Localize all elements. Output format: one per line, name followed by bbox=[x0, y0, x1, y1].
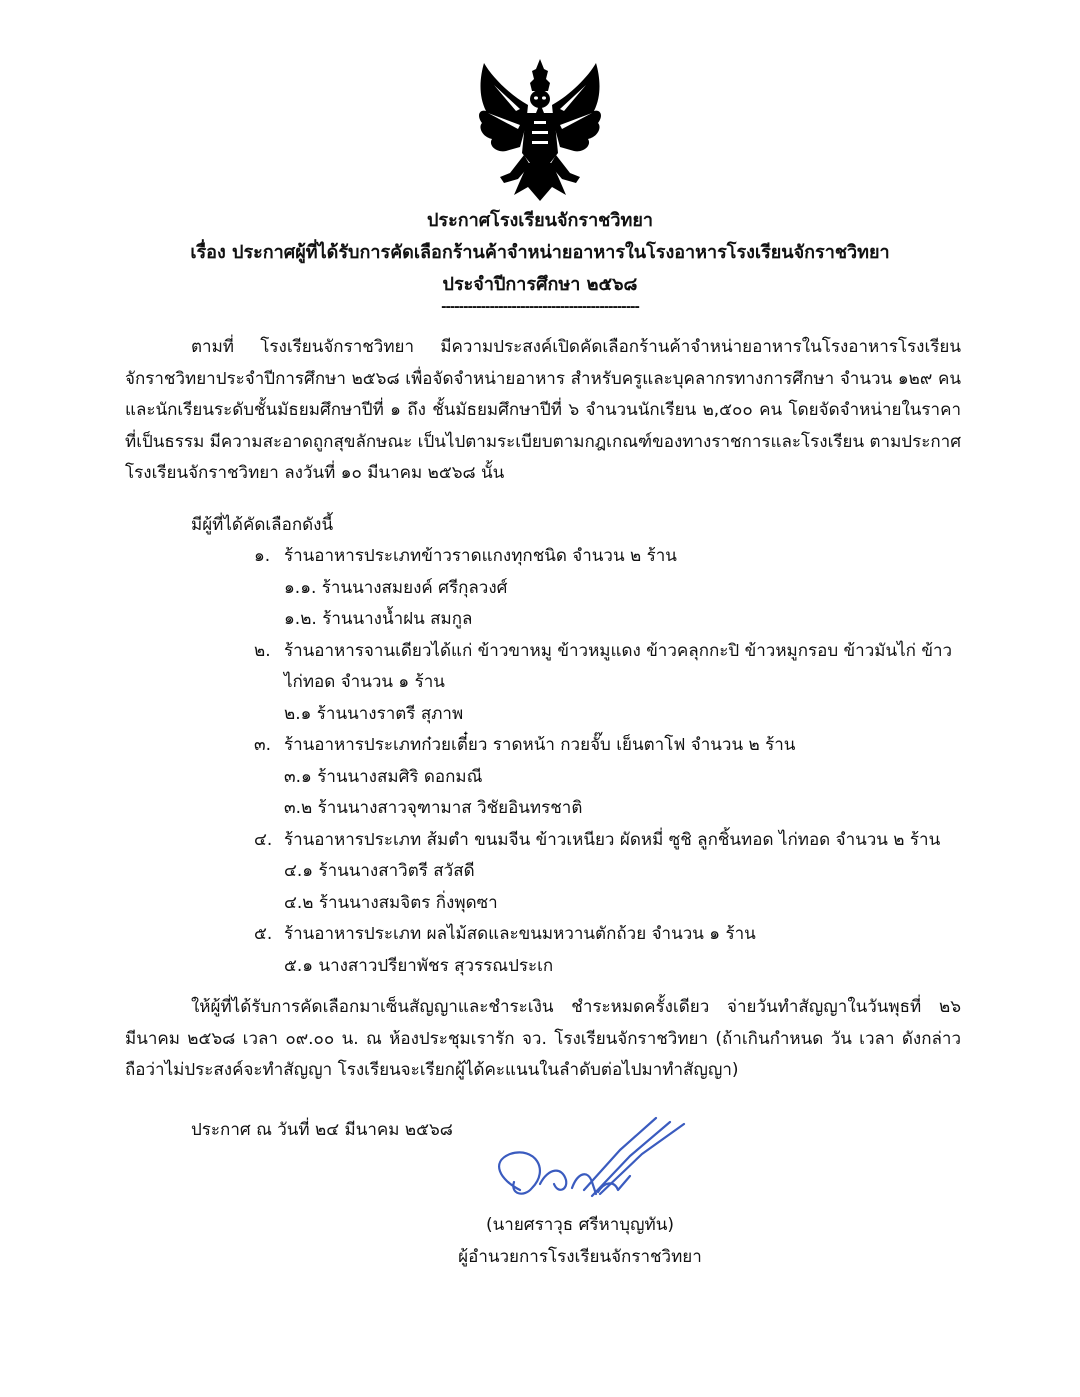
selected-heading: มีผู้ที่ได้คัดเลือกดังนี้ bbox=[191, 515, 334, 535]
category-5 bbox=[254, 919, 756, 951]
category-1 bbox=[254, 541, 677, 573]
shop-item: ๕.๑ นางสาวปรียาพัชร สุวรรณประเก bbox=[284, 956, 554, 976]
divider-rule: --------------------------------------------- bbox=[441, 300, 639, 315]
category-4 bbox=[254, 825, 940, 857]
shop-item: ๔.๒ ร้านนางสมจิตร กิ่งพุดซา bbox=[284, 893, 498, 913]
signature-icon bbox=[480, 1110, 710, 1220]
shop-item: ๑.๑. ร้านนางสมยงค์ ศรีกุลวงศ์ bbox=[284, 578, 508, 598]
category-label-continued: ไก่ทอด จำนวน ๑ ร้าน bbox=[284, 672, 445, 692]
category-label: ร้านอาหารจานเดียวได้แก่ ข้าวขาหมู ข้าวหมูแดง ข้าวคลุกกะปิ ข้าวหมูกรอบ ข้าวมันไก่ ข้าว bbox=[284, 641, 953, 661]
shop-item: ๔.๑ ร้านนางสาวิตรี สวัสดี bbox=[284, 861, 475, 881]
announcement-title: ประกาศโรงเรียนจักราชวิทยา bbox=[426, 210, 654, 231]
shop-item: ๒.๑ ร้านนางราตรี สุภาพ bbox=[284, 704, 464, 724]
category-number: ๓. bbox=[254, 735, 272, 755]
category-number: ๔. bbox=[254, 830, 273, 850]
category-number: ๕. bbox=[254, 924, 273, 944]
category-label: ร้านอาหารประเภท ผลไม้สดและขนมหวานตักถ้วย จำนวน ๑ ร้าน bbox=[284, 924, 756, 944]
intro-paragraph: ตามที่ โรงเรียนจักราชวิทยา มีความประสงค์เปิดคัดเลือกร้านค้าจำหน่ายอาหารในโรงอาหารโรงเรียนจักราชวิทยาประจำปีการศึกษา ๒๕๖๘ เพื่อจัดจำหน่ายอาหาร สำหรับครูและบุคลากรทางการศึกษา จำนวน ๑๒๙ คน และนักเรียนระดับชั้นมัธยมศึกษาปีที่ ๑ ถึง ชั้นมัธยมศึกษาปีที่ ๖ จำนวนนักเรียน ๒,๕๐๐ คน โดยจัดจำหน่ายในราคาที่เป็นธรรม มีความสะอาดถูกสุขลักษณะ เป็นไปตามระเบียบตามกฎเกณฑ์ของทางราชการและโรงเรียน ตามประกาศโรงเรียนจักราชวิทยา ลงวันที่ ๑๐ มีนาคม ๒๕๖๘ นั้น bbox=[125, 337, 961, 483]
announce-date: ประกาศ ณ วันที่ ๒๔ มีนาคม ๒๕๖๘ bbox=[191, 1120, 453, 1140]
garuda-emblem-icon bbox=[470, 55, 610, 205]
category-number: ๑. bbox=[254, 546, 271, 566]
academic-year: ประจำปีการศึกษา ๒๕๖๘ bbox=[442, 274, 638, 295]
signer-position: ผู้อำนวยการโรงเรียนจักราชวิทยา bbox=[458, 1247, 702, 1267]
shop-item: ๓.๑ ร้านนางสมศิริ ดอกมณี bbox=[284, 767, 483, 787]
category-number: ๒. bbox=[254, 641, 271, 661]
shop-item: ๑.๒. ร้านนางน้ำฝน สมกูล bbox=[284, 609, 473, 629]
shop-item: ๓.๒ ร้านนางสาวจุฑามาส วิชัยอินทรชาติ bbox=[284, 798, 583, 818]
category-label: ร้านอาหารประเภท ส้มตำ ขนมจีน ข้าวเหนียว ผัดหมี่ ซูชิ ลูกชิ้นทอด ไก่ทอด จำนวน ๒ ร้าน bbox=[284, 830, 941, 850]
category-2 bbox=[254, 636, 952, 668]
contract-paragraph: ให้ผู้ที่ได้รับการคัดเลือกมาเซ็นสัญญาและชำระเงิน ชำระหมดครั้งเดียว จ่ายวันทำสัญญาในวันพุธที่ ๒๖ มีนาคม ๒๕๖๘ เวลา ๐๙.๐๐ น. ณ ห้องประชุมเรารัก จว. โรงเรียนจักราชวิทยา (ถ้าเกินกำหนด วัน เวลา ดังกล่าว ถือว่าไม่ประสงค์จะทำสัญญา โรงเรียนจะเรียกผู้ได้คะแนนในลำดับต่อไปมาทำสัญญา) bbox=[125, 997, 961, 1080]
category-label: ร้านอาหารประเภทข้าวราดแกงทุกชนิด จำนวน ๒ ร้าน bbox=[284, 546, 677, 566]
category-3 bbox=[254, 730, 795, 762]
category-label: ร้านอาหารประเภทก๋วยเตี๋ยว ราดหน้า กวยจั๊บ เย็นตาโฟ จำนวน ๒ ร้าน bbox=[284, 735, 796, 755]
announcement-subject: เรื่อง ประกาศผู้ที่ได้รับการคัดเลือกร้านค้าจำหน่ายอาหารในโรงอาหารโรงเรียนจักราชวิทยา bbox=[190, 242, 890, 263]
signer-name: (นายศราวุธ ศรีหาบุญทัน) bbox=[486, 1215, 674, 1235]
